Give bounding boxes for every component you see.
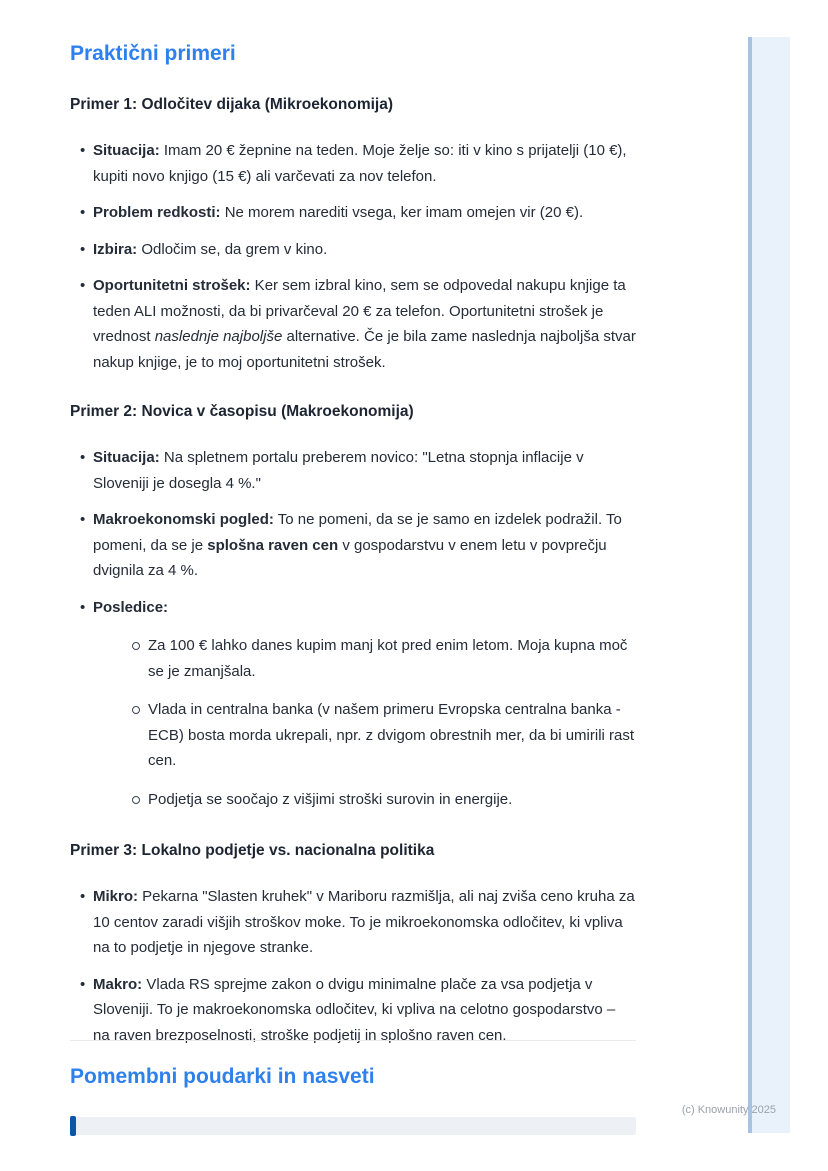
list-item (70, 445, 636, 496)
text-segment: Situacija: (93, 449, 160, 466)
text-segment: v gospodarstvu v enem letu v povprečju dvignila za 4 %. (93, 536, 607, 579)
bullet-list (70, 884, 636, 1048)
sections (70, 94, 636, 1048)
list-item-text (93, 237, 636, 263)
list-item (70, 138, 636, 189)
text-segment: Pekarna "Slasten kruhek" v Mariboru razmišlja, ali naj zviša ceno kruha za 10 centov zaradi višjih stroškov moke. To je mikroekonomska odločitev, ki vpliva na to podjetje in njegove stranke. (93, 888, 635, 956)
list-item-text (93, 507, 636, 584)
list-item-text (148, 633, 636, 684)
circle-bullet-marker (93, 697, 148, 774)
text-segment: splošna raven cen (207, 536, 339, 554)
section-heading: Primer 1: Odločitev dijaka (Mikroekonomija) (70, 96, 394, 113)
disc-bullet-marker: • (80, 142, 86, 159)
section-divider (70, 1040, 636, 1041)
circle-bullet-marker (93, 787, 148, 813)
disc-bullet-marker: • (80, 888, 86, 905)
sub-list-item (93, 697, 636, 774)
bullet-list (70, 138, 636, 375)
text-segment: Oportunitetni strošek: (93, 277, 251, 294)
second-page-title: Pomembni poudarki in nasveti (70, 1065, 375, 1088)
text-segment: Ker sem izbral kino, sem se odpovedal nakupu knjige ta teden ALI možnosti, da bi privarčeval 20 € za telefon. Oportunitetni strošek je vrednost (93, 277, 626, 345)
list-item-text (93, 273, 636, 375)
disc-bullet-marker: • (80, 511, 86, 528)
section-heading: Primer 3: Lokalno podjetje vs. nacionalna politika (70, 842, 435, 859)
text-segment: alternative. Če je bila zame naslednja najboljša stvar nakup knjige, je to moj oportunitetni strošek. (93, 328, 636, 371)
text-segment: Podjetja se soočajo z višjimi stroški surovin in energije. (148, 790, 513, 808)
callout-accent-bar (70, 1116, 76, 1136)
text-segment: Odločim se, da grem v kino. (137, 240, 328, 258)
text-segment: Ne morem narediti vsega, ker imam omejen vir (20 €). (220, 204, 584, 221)
disc-bullet-marker: • (80, 449, 86, 466)
text-segment: Situacija: (93, 142, 160, 159)
list-item-text (93, 445, 636, 496)
list-item-text (93, 200, 636, 226)
disc-bullet-marker: • (80, 975, 86, 993)
sub-list-item (93, 633, 636, 684)
disc-bullet-marker: • (80, 240, 86, 258)
circle-bullet-marker (93, 633, 148, 684)
list-item (70, 200, 636, 226)
sub-list-item (93, 787, 636, 813)
disc-bullet-marker: • (80, 277, 86, 294)
list-item (70, 884, 636, 961)
list-item (70, 972, 636, 1049)
text-segment: Makroekonomski pogled: (93, 511, 274, 528)
callout-box-top (70, 1117, 636, 1135)
text-segment: Imam 20 € žepnine na teden. Moje želje so: iti v kino s prijatelji (10 €), kupiti novo knjigo (15 €) ali varčevati za nov telefon. (93, 142, 627, 185)
list-item-text (93, 884, 636, 961)
document-page (70, 40, 636, 1048)
text-segment: Posledice: (93, 598, 169, 616)
list-item-text (148, 697, 636, 774)
list-item (70, 273, 636, 375)
list-item (70, 237, 636, 263)
text-segment: Vlada RS sprejme zakon o dvigu minimalne plače za vsa podjetja v Sloveniji. To je makroekonomska odločitev, ki vpliva na celotno gospodarstvo – na raven brezposelnosti, stroške podjetij in splošno raven cen. (93, 975, 616, 1044)
text-segment: Makro: (93, 975, 143, 993)
text-segment: To ne pomeni, da se je samo en izdelek podražil. To pomeni, da se je (93, 511, 622, 554)
bullet-list (70, 445, 636, 814)
list-item-text (148, 787, 636, 813)
list-item-text (93, 972, 636, 1049)
text-segment: Za 100 € lahko danes kupim manj kot pred enim letom. Moja kupna moč se je zmanjšala. (148, 637, 628, 680)
text-segment: Na spletnem portalu preberem novico: "Letna stopnja inflacije v Sloveniji je dosegla 4 %." (93, 449, 584, 492)
text-segment: Vlada in centralna banka (v našem primeru Evropska centralna banka - ECB) bosta morda ukrepali, npr. z dvigom obrestnih mer, da bi umirili rast cen. (148, 701, 635, 769)
page-title: Praktični primeri (70, 42, 236, 65)
list-item (70, 595, 636, 815)
section-heading: Primer 2: Novica v časopisu (Makroekonomija) (70, 403, 414, 420)
list-item-text (93, 138, 636, 189)
text-segment: Izbira: (93, 240, 138, 258)
disc-bullet-marker: • (80, 598, 86, 616)
sub-list (93, 633, 636, 812)
text-segment: Mikro: (93, 888, 138, 905)
text-segment: naslednje najboljše (154, 328, 283, 345)
copyright-footer: (c) Knowunity 2025 (681, 1104, 776, 1116)
page-edge-strip (748, 37, 790, 1133)
list-item (70, 507, 636, 584)
text-segment: Problem redkosti: (93, 204, 221, 221)
list-item-text (93, 595, 636, 815)
disc-bullet-marker: • (80, 204, 86, 221)
